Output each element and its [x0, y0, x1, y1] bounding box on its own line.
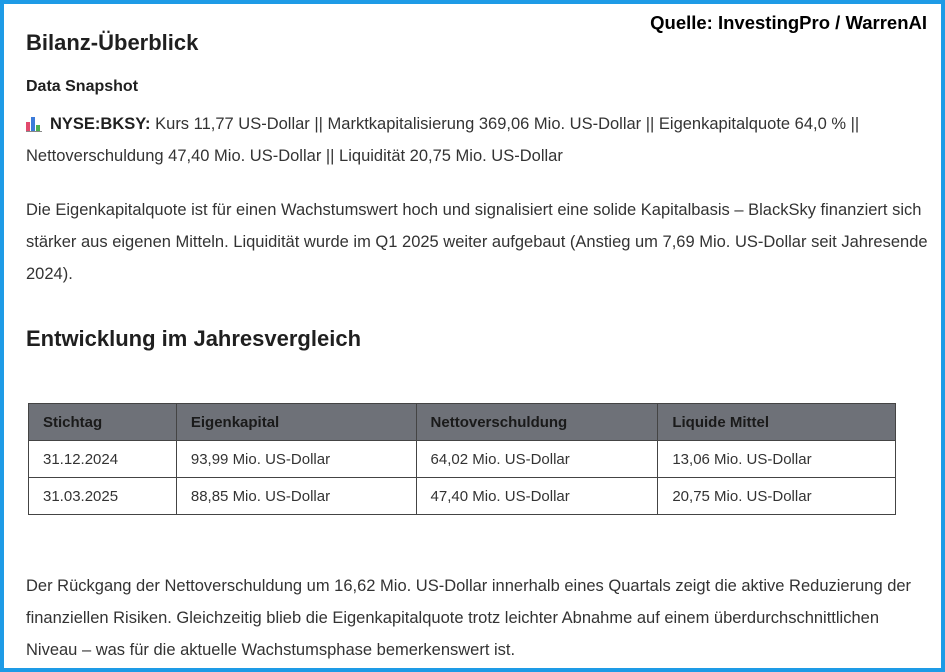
bar-chart-icon: [26, 116, 44, 131]
balance-table: [28, 403, 896, 515]
table-cell: 13,06 Mio. US-Dollar: [658, 441, 896, 478]
equity-paragraph: Die Eigenkapitalquote ist für einen Wachstumswert hoch und signalisiert eine solide Kapitalbasis – BlackSky finanziert sich stärker aus eigenen Mitteln. Liquidität wurde im Q1 2025 weiter aufgebaut (Anstieg um 7,69 Mio. US-Dollar seit Jahresende 2024).: [26, 201, 928, 283]
snapshot-metrics: Kurs 11,77 US-Dollar || Marktkapitalisierung 369,06 Mio. US-Dollar || Eigenkapitalquote 64,0 % || Nettoverschuldung 47,40 Mio. US-Dollar || Liquidität 20,75 Mio. US-Dollar: [26, 115, 860, 165]
col-header-stichtag: Stichtag: [29, 404, 177, 441]
table-row: [29, 478, 896, 515]
debt-paragraph: Der Rückgang der Nettoverschuldung um 16,62 Mio. US-Dollar innerhalb eines Quartals zeigt die aktive Reduzierung der finanziellen Risiken. Gleichzeitig blieb die Eigenkapitalquote trotz leichter Abnahme auf einem überdurchschnittlichen Niveau – was für die aktuelle Wachstumsphase bemerkenswert ist.: [26, 577, 912, 659]
snapshot-heading: Data Snapshot: [26, 78, 139, 95]
table-header-row: [29, 404, 896, 441]
snapshot-line: [26, 108, 934, 172]
col-header-eigenkapital: Eigenkapital: [176, 404, 416, 441]
table-cell: 93,99 Mio. US-Dollar: [176, 441, 416, 478]
table-cell: 88,85 Mio. US-Dollar: [176, 478, 416, 515]
page-title: Bilanz-Überblick: [26, 30, 199, 55]
col-header-liquide-mittel: Liquide Mittel: [658, 404, 896, 441]
source-credit: Quelle: InvestingPro / WarrenAI: [650, 12, 927, 33]
section-title: Entwicklung im Jahresvergleich: [26, 326, 362, 351]
table-cell: 47,40 Mio. US-Dollar: [416, 478, 658, 515]
col-header-nettoverschuldung: Nettoverschuldung: [416, 404, 658, 441]
table-cell: 31.12.2024: [29, 441, 177, 478]
ticker-symbol: NYSE:BKSY:: [50, 115, 151, 133]
table-row: [29, 441, 896, 478]
table-cell: 31.03.2025: [29, 478, 177, 515]
table-cell: 64,02 Mio. US-Dollar: [416, 441, 658, 478]
table-cell: 20,75 Mio. US-Dollar: [658, 478, 896, 515]
